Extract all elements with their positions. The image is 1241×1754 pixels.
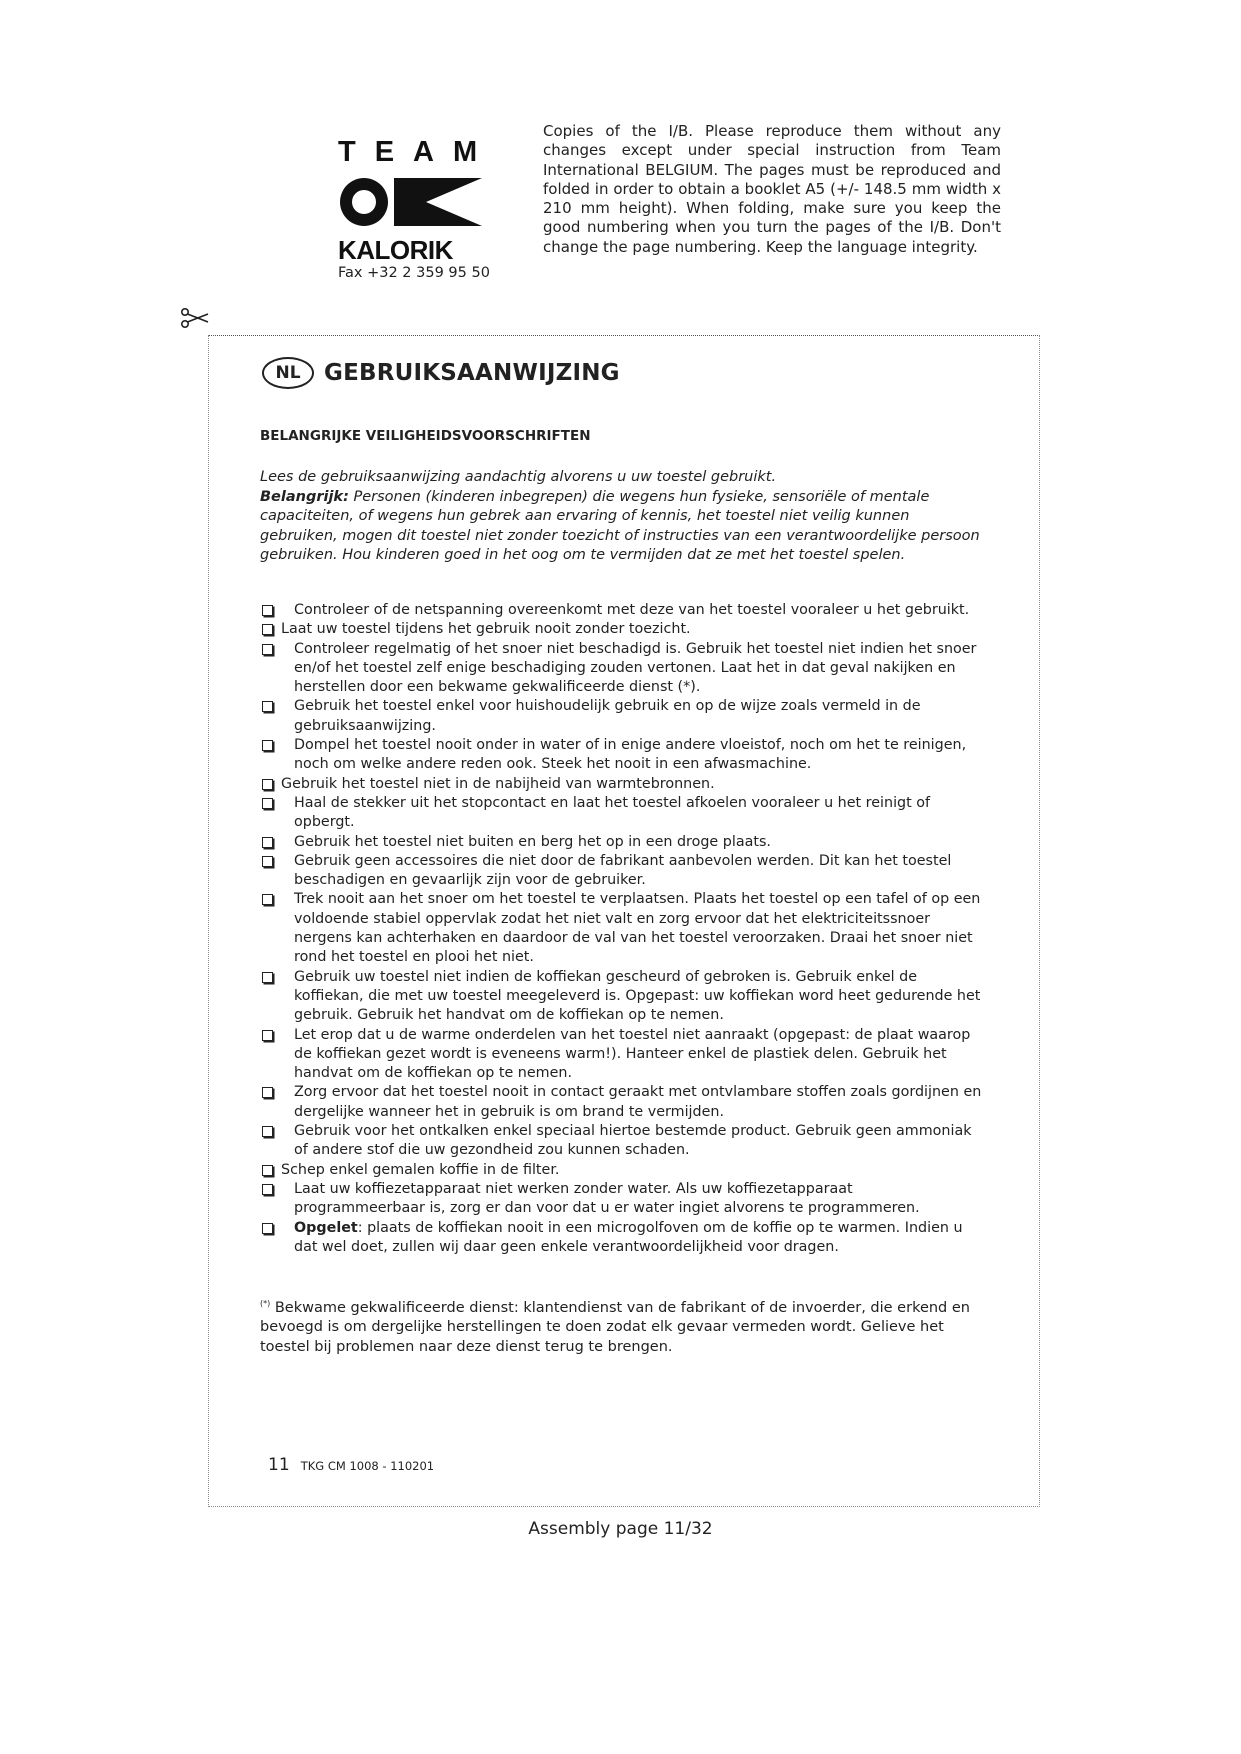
- assembly-page-label: Assembly page 11/32: [528, 1519, 713, 1539]
- intro-line: Lees de gebruiksaanwijzing aandachtig alvorens u uw toestel gebruikt.: [260, 469, 777, 485]
- list-item: Controleer regelmatig of het snoer niet beschadigd is. Gebruik het toestel niet indien het snoer en/of het toestel zelf enige beschadiging zouden vertonen. Laat het in dat geval nakijken en herstellen door een bekwame gekwalificeerde dienst (*).: [260, 640, 986, 698]
- document-code: TKG CM 1008 - 110201: [300, 1459, 435, 1473]
- page-title: GEBRUIKSAANWIJZING: [324, 360, 620, 386]
- warning-label: Opgelet: [294, 1219, 358, 1236]
- important-note: [260, 488, 984, 566]
- document-heading: [262, 357, 620, 389]
- footnote: [260, 1294, 986, 1357]
- logo-team-text: TEAM: [338, 136, 497, 168]
- list-item: Gebruik het toestel niet buiten en berg het op in een droge plaats.: [260, 833, 986, 852]
- section-title: BELANGRIJKE VEILIGHEIDSVOORSCHRIFTEN: [260, 428, 591, 444]
- list-item: Laat uw toestel tijdens het gebruik nooit zonder toezicht.: [260, 620, 986, 639]
- scissors-icon: [180, 307, 210, 329]
- list-item: Schep enkel gemalen koffie in de filter.: [260, 1161, 986, 1180]
- safety-rules-list: [260, 601, 986, 1257]
- list-item: Trek nooit aan het snoer om het toestel te verplaatsen. Plaats het toestel op een tafel of op een voldoende stabiel oppervlak zodat het niet valt en zorg ervoor dat het elektriciteitssnoer nergens kan achterhaken en daardoor de val van het toestel veroorzaken. Draai het snoer niet rond het toestel en plooi het niet.: [260, 890, 986, 967]
- list-item-warning: [260, 1219, 986, 1258]
- important-label: Belangrijk:: [260, 488, 349, 505]
- list-item: Haal de stekker uit het stopcontact en laat het toestel afkoelen vooraleer u het reinigt of opbergt.: [260, 794, 986, 833]
- copies-notice: Copies of the I/B. Please reproduce them without any changes except under special instruction from Team International BELGIUM. The pages must be reproduced and folded in order to obtain a booklet A5 (+/- 148.5 mm width x 210 mm height). When folding, make sure you keep the good numbering when you turn the pages of the I/B. Don't change the page numbering. Keep the language integrity.: [543, 122, 1001, 256]
- list-item: Let erop dat u de warme onderdelen van het toestel niet aanraakt (opgepast: de plaat waarop de koffiekan gezet wordt is eveneens warm!). Hanteer enkel de plastiek delen. Gebruik het handvat om de koffiekan op te nemen.: [260, 1026, 986, 1084]
- list-item: Gebruik uw toestel niet indien de koffiekan gescheurd of gebroken is. Gebruik enkel de koffiekan, die met uw toestel meegeleverd is. Opgepast: uw koffiekan word heet gedurende het gebruik. Gebruik het handvat om de koffiekan op te nemen.: [260, 968, 986, 1026]
- list-item: Zorg ervoor dat het toestel nooit in contact geraakt met ontvlambare stoffen zoals gordijnen en dergelijke wanneer het in gebruik is om brand te vermijden.: [260, 1083, 986, 1122]
- team-kalorik-logo: [338, 136, 497, 265]
- list-item: Controleer of de netspanning overeenkomt met deze van het toestel vooraleer u het gebruikt.: [260, 601, 986, 620]
- page-number: 11: [268, 1455, 290, 1475]
- list-item: Gebruik het toestel enkel voor huishoudelijk gebruik en op de wijze zoals vermeld in de gebruiksaanwijzing.: [260, 697, 986, 736]
- list-item: Gebruik voor het ontkalken enkel speciaal hiertoe bestemde product. Gebruik geen ammoniak of andere stof die uw gezondheid zou kunnen schaden.: [260, 1122, 986, 1161]
- warning-text: : plaats de koffiekan nooit in een microgolfoven om de koffie op te warmen. Indien u dat wel doet, zullen wij daar geen enkele verantwoordelijkheid voor dragen.: [294, 1219, 963, 1255]
- footnote-text: Bekwame gekwalificeerde dienst: klantendienst van de fabrikant of de invoerder, die erkend en bevoegd is om dergelijke herstellingen te doen zodat elk gevaar vermeden wordt. Gelieve het toestel bij problemen naar deze dienst terug te brengen.: [260, 1299, 970, 1355]
- list-item: Gebruik het toestel niet in de nabijheid van warmtebronnen.: [260, 775, 986, 794]
- list-item: Laat uw koffiezetapparaat niet werken zonder water. Als uw koffiezetapparaat programmeerbaar is, zorg er dan voor dat u er water ingiet alvorens te programmeren.: [260, 1180, 986, 1219]
- language-badge: NL: [262, 357, 314, 389]
- footnote-mark: (*): [260, 1299, 271, 1308]
- fax-number: Fax +32 2 359 95 50: [338, 265, 490, 281]
- intro-paragraph: [260, 468, 984, 566]
- list-item: Gebruik geen accessoires die niet door de fabrikant aanbevolen werden. Dit kan het toestel beschadigen en gevaarlijk zijn voor de gebruiker.: [260, 852, 986, 891]
- page-footer: [268, 1455, 434, 1475]
- logo-kalorik-text: KALORIK: [338, 235, 453, 265]
- kalorik-k-mark-icon: [338, 169, 482, 235]
- list-item: Dompel het toestel nooit onder in water of in enige andere vloeistof, noch om het te reinigen, noch om welke andere reden ook. Steek het nooit in een afwasmachine.: [260, 736, 986, 775]
- important-text: Personen (kinderen inbegrepen) die wegens hun fysieke, sensoriële of mentale capaciteiten, of wegens hun gebrek aan ervaring of kennis, het toestel niet veilig kunnen gebruiken, mogen dit toestel niet zonder toezicht of instructies van een verantwoordelijke persoon gebruiken. Hou kinderen goed in het oog om te vermijden dat ze met het toestel spelen.: [260, 488, 980, 563]
